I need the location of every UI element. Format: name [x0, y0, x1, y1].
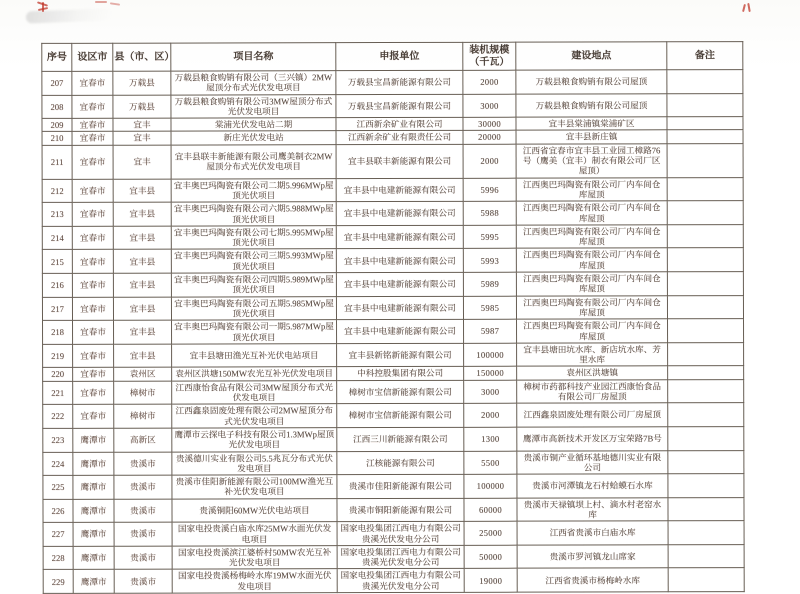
table-cell: 江西省贵溪市白庙水库 — [517, 521, 668, 545]
table-cell: 袁州区洪塘镇 — [517, 366, 668, 380]
table-cell: 3000 — [464, 380, 517, 404]
table-cell: 国家电投集团江西电力有限公司贵溪光伏发电分公司 — [337, 569, 464, 593]
table-cell: 樟树市 — [114, 381, 172, 405]
table-cell: 宜丰县塘田渔光互补光伏电站项目 — [172, 343, 337, 367]
table-cell: 宜丰县 — [113, 226, 171, 250]
table-cell: 212 — [42, 179, 72, 203]
table-cell: 宜丰县中电建新能源有限公司 — [337, 320, 464, 344]
table-cell: 218 — [43, 321, 73, 345]
column-header-capacity: 装机规模（千瓦） — [463, 42, 516, 70]
table-row — [43, 497, 744, 522]
table-cell: 5996 — [463, 178, 516, 202]
table-cell: 江西奥巴玛陶瓷有限公司厂内车间仓库屋顶 — [516, 177, 667, 201]
table-cell: 江西鑫泉固废处理有限公司2MW屋顶分布式光伏发电项目 — [172, 404, 337, 428]
table-cell: 宜丰县 — [114, 344, 172, 368]
table-cell: 鹰潭市 — [73, 499, 114, 523]
pencil-smudge-mark — [26, 9, 112, 24]
table-cell — [668, 497, 744, 521]
table-cell: 宜春市 — [73, 405, 114, 429]
table-cell: 贵溪市铜产业循环基地德川实业有限公司 — [517, 450, 668, 474]
table-cell: 樟树市 — [114, 404, 172, 428]
table-cell — [668, 319, 744, 343]
table-cell: 宜丰县中电建新能源有限公司 — [336, 272, 463, 296]
table-cell: 宜丰 — [113, 132, 171, 145]
table-cell: 江西奥巴玛陶瓷有限公司厂内车间仓库屋顶 — [516, 248, 667, 272]
table-header-row — [42, 42, 743, 72]
table-cell — [667, 248, 743, 272]
table-cell: 宜丰县联丰新能源有限公司鹰美制衣2MW屋顶分布式光伏发电项目 — [171, 144, 336, 178]
table-cell: 宜丰奥巴玛陶瓷有限公司二期5.996MWp屋顶光伏项目 — [171, 178, 336, 202]
table-cell: 江核能源有限公司 — [337, 451, 464, 475]
table-cell — [667, 295, 743, 319]
table-row — [43, 426, 744, 451]
table-cell: 贵溪市 — [114, 452, 172, 476]
column-header-city: 设区市 — [72, 43, 113, 71]
table-cell: 宜春市 — [73, 368, 114, 381]
table-cell: 江西省宜春市宜丰县工业园工樟路76号（鹰美（宜丰）制衣有限公司厂区屋顶） — [516, 144, 667, 178]
table-cell — [668, 379, 744, 403]
table-cell: 鹰潭市云探电子科技有限公司1.3MWp屋顶光伏发电项目 — [172, 428, 337, 452]
table-cell: 214 — [42, 226, 72, 250]
table-cell — [667, 224, 743, 248]
column-header-remarks: 备注 — [667, 42, 743, 70]
table-cell: 100000 — [464, 343, 517, 367]
table-cell: 5985 — [463, 296, 516, 320]
table-cell: 宜春市 — [72, 297, 113, 321]
table-cell: 宜春市 — [72, 132, 113, 145]
table-cell: 国家电投集团江西电力有限公司贵溪光伏发电分公司 — [337, 522, 464, 546]
table-cell: 万载县 — [113, 95, 171, 119]
table-cell: 贵溪市罗河镇龙山席家 — [517, 545, 668, 569]
table-cell: 229 — [43, 570, 73, 594]
table-cell: 万载县 — [113, 71, 171, 95]
table-cell: 220 — [43, 368, 73, 381]
table-cell: 209 — [42, 119, 72, 132]
table-cell: 宜丰奥巴玛陶瓷有限公司七期5.995MWp屋顶光伏项目 — [171, 226, 336, 250]
table-cell — [668, 403, 744, 427]
table-cell: 宜春市 — [72, 179, 113, 203]
table-cell: 鹰潭市 — [73, 428, 114, 452]
table-cell: 50000 — [464, 545, 517, 569]
table-cell: 宜丰县中电建新能源有限公司 — [336, 249, 463, 273]
table-cell: 江西鑫泉固废处理有限公司厂房屋顶 — [517, 403, 668, 427]
column-header-location: 建设地点 — [516, 42, 667, 70]
table-cell: 宜春市 — [72, 273, 113, 297]
table-row — [43, 379, 744, 404]
table-cell: 贵溪市佳阳新能源有限公司100MW渔光互补光伏发电项目 — [172, 475, 337, 499]
column-header-county: 县（市、区） — [113, 43, 171, 71]
table-cell: 高新区 — [114, 428, 172, 452]
table-cell: 新庄光伏发电站 — [171, 131, 336, 145]
table-cell: 宜春市 — [72, 145, 113, 179]
table-cell: 江西奥巴玛陶瓷有限公司厂内车间仓库屋顶 — [516, 272, 667, 296]
table-cell: 2000 — [464, 403, 517, 427]
table-cell: 贵溪市 — [114, 475, 172, 499]
table-cell: 5989 — [463, 272, 516, 296]
table-row — [42, 248, 743, 273]
table-cell: 宜丰奥巴玛陶瓷有限公司四期5.989MWp屋顶光伏项目 — [171, 273, 336, 297]
table-cell: 贵溪市河潭镇龙石村蛤蟆石水库 — [517, 474, 668, 498]
table-cell: 宜丰县棠浦镇棠浦矿区 — [516, 117, 667, 131]
table-cell: 60000 — [464, 498, 517, 522]
table-cell: 鹰潭市 — [73, 523, 114, 547]
table-cell: 226 — [43, 499, 73, 523]
table-cell: 贵溪市 — [114, 499, 172, 523]
table-row — [42, 201, 743, 226]
table-cell: 樟树市宝信新能源有限公司 — [337, 404, 464, 428]
table-cell: 219 — [43, 344, 73, 368]
table-cell: 宜春市 — [72, 226, 113, 250]
table-cell: 宜春市 — [73, 344, 114, 368]
column-header-project: 项目名称 — [171, 43, 336, 71]
table-cell: 贵溪市 — [114, 546, 172, 570]
table-cell — [667, 272, 743, 296]
table-cell — [667, 177, 743, 201]
table-body — [42, 70, 744, 594]
table-cell: 贵溪铜阳60MW光伏电站项目 — [172, 498, 337, 522]
table-cell: 江西新余矿业有限公司 — [336, 118, 463, 132]
table-cell: 宜丰县联丰新能源有限公司 — [336, 144, 463, 178]
table-cell: 鹰潭市高新技术开发区万宝荣路7B号 — [517, 427, 668, 451]
table-cell: 207 — [42, 71, 72, 95]
table-cell: 鹰潭市 — [73, 452, 114, 476]
table-cell: 208 — [42, 95, 72, 119]
table-cell: 贵溪市天禄镇坝上村、滴水村老窑水库 — [517, 497, 668, 521]
table-cell: 江西奥巴玛陶瓷有限公司厂内车间仓库屋顶 — [516, 295, 667, 319]
table-cell: 江西省贵溪市杨梅岭水库 — [517, 568, 668, 592]
table-cell: 国家电投贵溪滨江婆桥村50MW农光互补光伏发电项目 — [172, 546, 337, 570]
table-cell: 宜丰县新铭新能源有限公司 — [337, 343, 464, 367]
column-header-applicant: 申报单位 — [336, 42, 463, 70]
table-cell: 江西奥巴玛陶瓷有限公司厂内车间仓库屋顶 — [516, 201, 667, 225]
table-header — [42, 42, 743, 72]
table-cell: 211 — [42, 145, 72, 179]
table-cell: 宜春市 — [72, 250, 113, 274]
table-cell: 江西奥巴玛陶瓷有限公司厂内车间仓库屋顶 — [516, 225, 667, 249]
table-cell: 宜春市 — [73, 320, 114, 344]
table-row — [42, 272, 743, 297]
table-cell: 宜丰奥巴玛陶瓷有限公司五期5.985MWp屋顶光伏项目 — [171, 296, 336, 320]
table-cell — [668, 366, 744, 379]
table-cell: 万载县宝昌新能源有限公司 — [336, 70, 463, 94]
table-cell: 217 — [42, 297, 72, 321]
table-row — [42, 93, 743, 118]
table-cell: 鹰潭市 — [73, 475, 114, 499]
table-cell: 鹰潭市 — [73, 570, 114, 594]
table-cell: 国家电投贵溪白庙水库25MW水面光伏发电项目 — [172, 522, 337, 546]
table-cell: 贵溪市 — [114, 522, 172, 546]
table-cell: 213 — [42, 203, 72, 227]
table-cell: 216 — [42, 273, 72, 297]
table-cell: 万载县粮食购销有限公司屋顶 — [516, 93, 667, 117]
table-cell — [668, 474, 744, 498]
table-cell: 宜丰奥巴玛陶瓷有限公司三期5.993MWp屋顶光伏项目 — [171, 249, 336, 273]
table-cell: 中科控股集团有限公司 — [337, 367, 464, 381]
table-cell: 215 — [42, 250, 72, 274]
table-cell: 樟树市宝信新能源有限公司 — [337, 380, 464, 404]
table-row — [43, 450, 744, 475]
table-cell: 5500 — [464, 451, 517, 475]
table-row — [42, 177, 743, 202]
table-cell: 222 — [43, 405, 73, 429]
table-row — [42, 70, 743, 95]
table-cell: 鹰潭市 — [73, 546, 114, 570]
table-cell: 万载县粮食购销有限公司屋顶 — [516, 70, 667, 94]
table-cell: 贵溪市 — [114, 570, 172, 594]
table-cell: 宜丰县中电建新能源有限公司 — [336, 296, 463, 320]
table-cell: 贵溪德川实业有限公司5.5兆瓦分布式光伏发电项目 — [172, 451, 337, 475]
table-cell: 150000 — [464, 367, 517, 380]
table-cell: 国家电投贵溪杨梅岭水库19MW水面光伏发电项目 — [172, 569, 337, 593]
table-cell: 宜丰县新庄镇 — [516, 130, 667, 144]
table-cell — [667, 93, 743, 117]
table-cell: 20000 — [463, 131, 516, 144]
table-cell — [668, 450, 744, 474]
table-cell: 万载县粮食购销有限公司3MW屋顶分布式光伏发电项目 — [171, 94, 336, 118]
table-cell: 宜丰县 — [113, 297, 171, 321]
table-cell: 宜丰奥巴玛陶瓷有限公司一期5.987MWp屋顶光伏项目 — [172, 320, 337, 344]
table-cell: 宜春市 — [73, 381, 114, 405]
table-cell: 宜春市 — [72, 202, 113, 226]
table-cell: 樟树市药都科技产业园江西康怡食品有限公司厂房屋顶 — [517, 379, 668, 403]
table-cell: 25000 — [464, 521, 517, 545]
table-cell: 2000 — [463, 70, 516, 94]
table-cell: 宜丰县 — [113, 202, 171, 226]
table-cell: 万载县宝昌新能源有限公司 — [336, 94, 463, 118]
table-cell — [667, 201, 743, 225]
table-row — [43, 474, 744, 499]
table-row — [42, 224, 743, 249]
table-row — [43, 403, 744, 428]
table-cell — [667, 70, 743, 94]
table-cell — [668, 568, 744, 592]
table-cell: 贵溪市佳阳新能源有限公司 — [337, 474, 464, 498]
table-cell: 江西奥巴玛陶瓷有限公司厂内车间仓库屋顶 — [517, 319, 668, 343]
table-cell: 宜春市 — [72, 95, 113, 119]
table-cell: 江西新余矿业有限责任公司 — [336, 131, 463, 145]
table-cell — [667, 143, 743, 177]
table-cell: 宜丰县中电建新能源有限公司 — [336, 202, 463, 226]
table-cell: 30000 — [463, 117, 516, 130]
table-cell: 224 — [43, 452, 73, 476]
table-cell: 5993 — [463, 249, 516, 273]
table-cell: 江西康怡食品有限公司3MW屋顶分布式光伏发电项目 — [172, 380, 337, 404]
table-row — [42, 295, 743, 320]
table-cell: 贵溪市铜阳新能源有限公司 — [337, 498, 464, 522]
table-cell: 宜丰 — [113, 118, 171, 131]
table-cell — [667, 117, 743, 130]
table-cell: 100000 — [464, 474, 517, 498]
table-cell: 5987 — [464, 319, 517, 343]
table-cell: 3000 — [463, 94, 516, 118]
table-cell: 5988 — [463, 201, 516, 225]
table-cell: 225 — [43, 475, 73, 499]
table-cell: 228 — [43, 546, 73, 570]
table-cell: 223 — [43, 428, 73, 452]
table-row — [43, 319, 744, 344]
table-row — [43, 342, 744, 367]
table-cell: 宜丰县 — [113, 179, 171, 203]
table-cell: 宜丰 — [113, 145, 171, 179]
table-cell: 宜丰县 — [113, 250, 171, 274]
table-cell: 221 — [43, 381, 73, 405]
table-cell: 宜春市 — [72, 118, 113, 131]
table-cell: 宜丰县 — [114, 320, 172, 344]
red-ink-mark — [95, 0, 123, 8]
table-cell: 227 — [43, 523, 73, 547]
table-cell — [668, 342, 744, 366]
red-ink-mark — [742, 3, 754, 13]
table-row — [43, 568, 744, 593]
solar-project-table — [41, 41, 744, 594]
table-cell — [668, 544, 744, 568]
table-cell: 宜春市 — [72, 71, 113, 95]
table-cell: 宜丰县塘田坑水库、新店坑水库、芳里水库 — [517, 343, 668, 367]
table-cell: 1300 — [464, 427, 517, 451]
table-cell: 5995 — [463, 225, 516, 249]
table-cell — [668, 426, 744, 450]
table-row — [43, 544, 744, 569]
table-cell — [668, 521, 744, 545]
table-cell: 万载县粮食购销有限公司（三兴镇）2MW屋顶分布式光伏发电项目 — [171, 71, 336, 95]
table-cell: 210 — [42, 132, 72, 145]
table-cell: 江西三川新能源有限公司 — [337, 427, 464, 451]
table-cell: 宜丰县中电建新能源有限公司 — [336, 225, 463, 249]
table-cell: 2000 — [463, 144, 516, 178]
table-row — [42, 143, 743, 179]
table-cell: 国家电投集团江西电力有限公司贵溪光伏发电分公司 — [337, 545, 464, 569]
table-row — [43, 521, 744, 546]
table-cell: 宜丰县中电建新能源有限公司 — [336, 178, 463, 202]
project-table-wrapper — [41, 41, 744, 594]
table-cell: 棠浦光伏发电站二期 — [171, 118, 336, 132]
column-header-index: 序号 — [42, 43, 72, 71]
table-cell: 宜丰奥巴玛陶瓷有限公司六期5.988MWp屋顶光伏项目 — [171, 202, 336, 226]
table-cell: 宜丰县 — [113, 273, 171, 297]
table-cell: 袁州区洪塘150MW农光互补光伏发电项目 — [172, 367, 337, 381]
table-cell: 袁州区 — [114, 368, 172, 381]
table-cell — [667, 130, 743, 143]
table-cell: 19000 — [464, 569, 517, 593]
